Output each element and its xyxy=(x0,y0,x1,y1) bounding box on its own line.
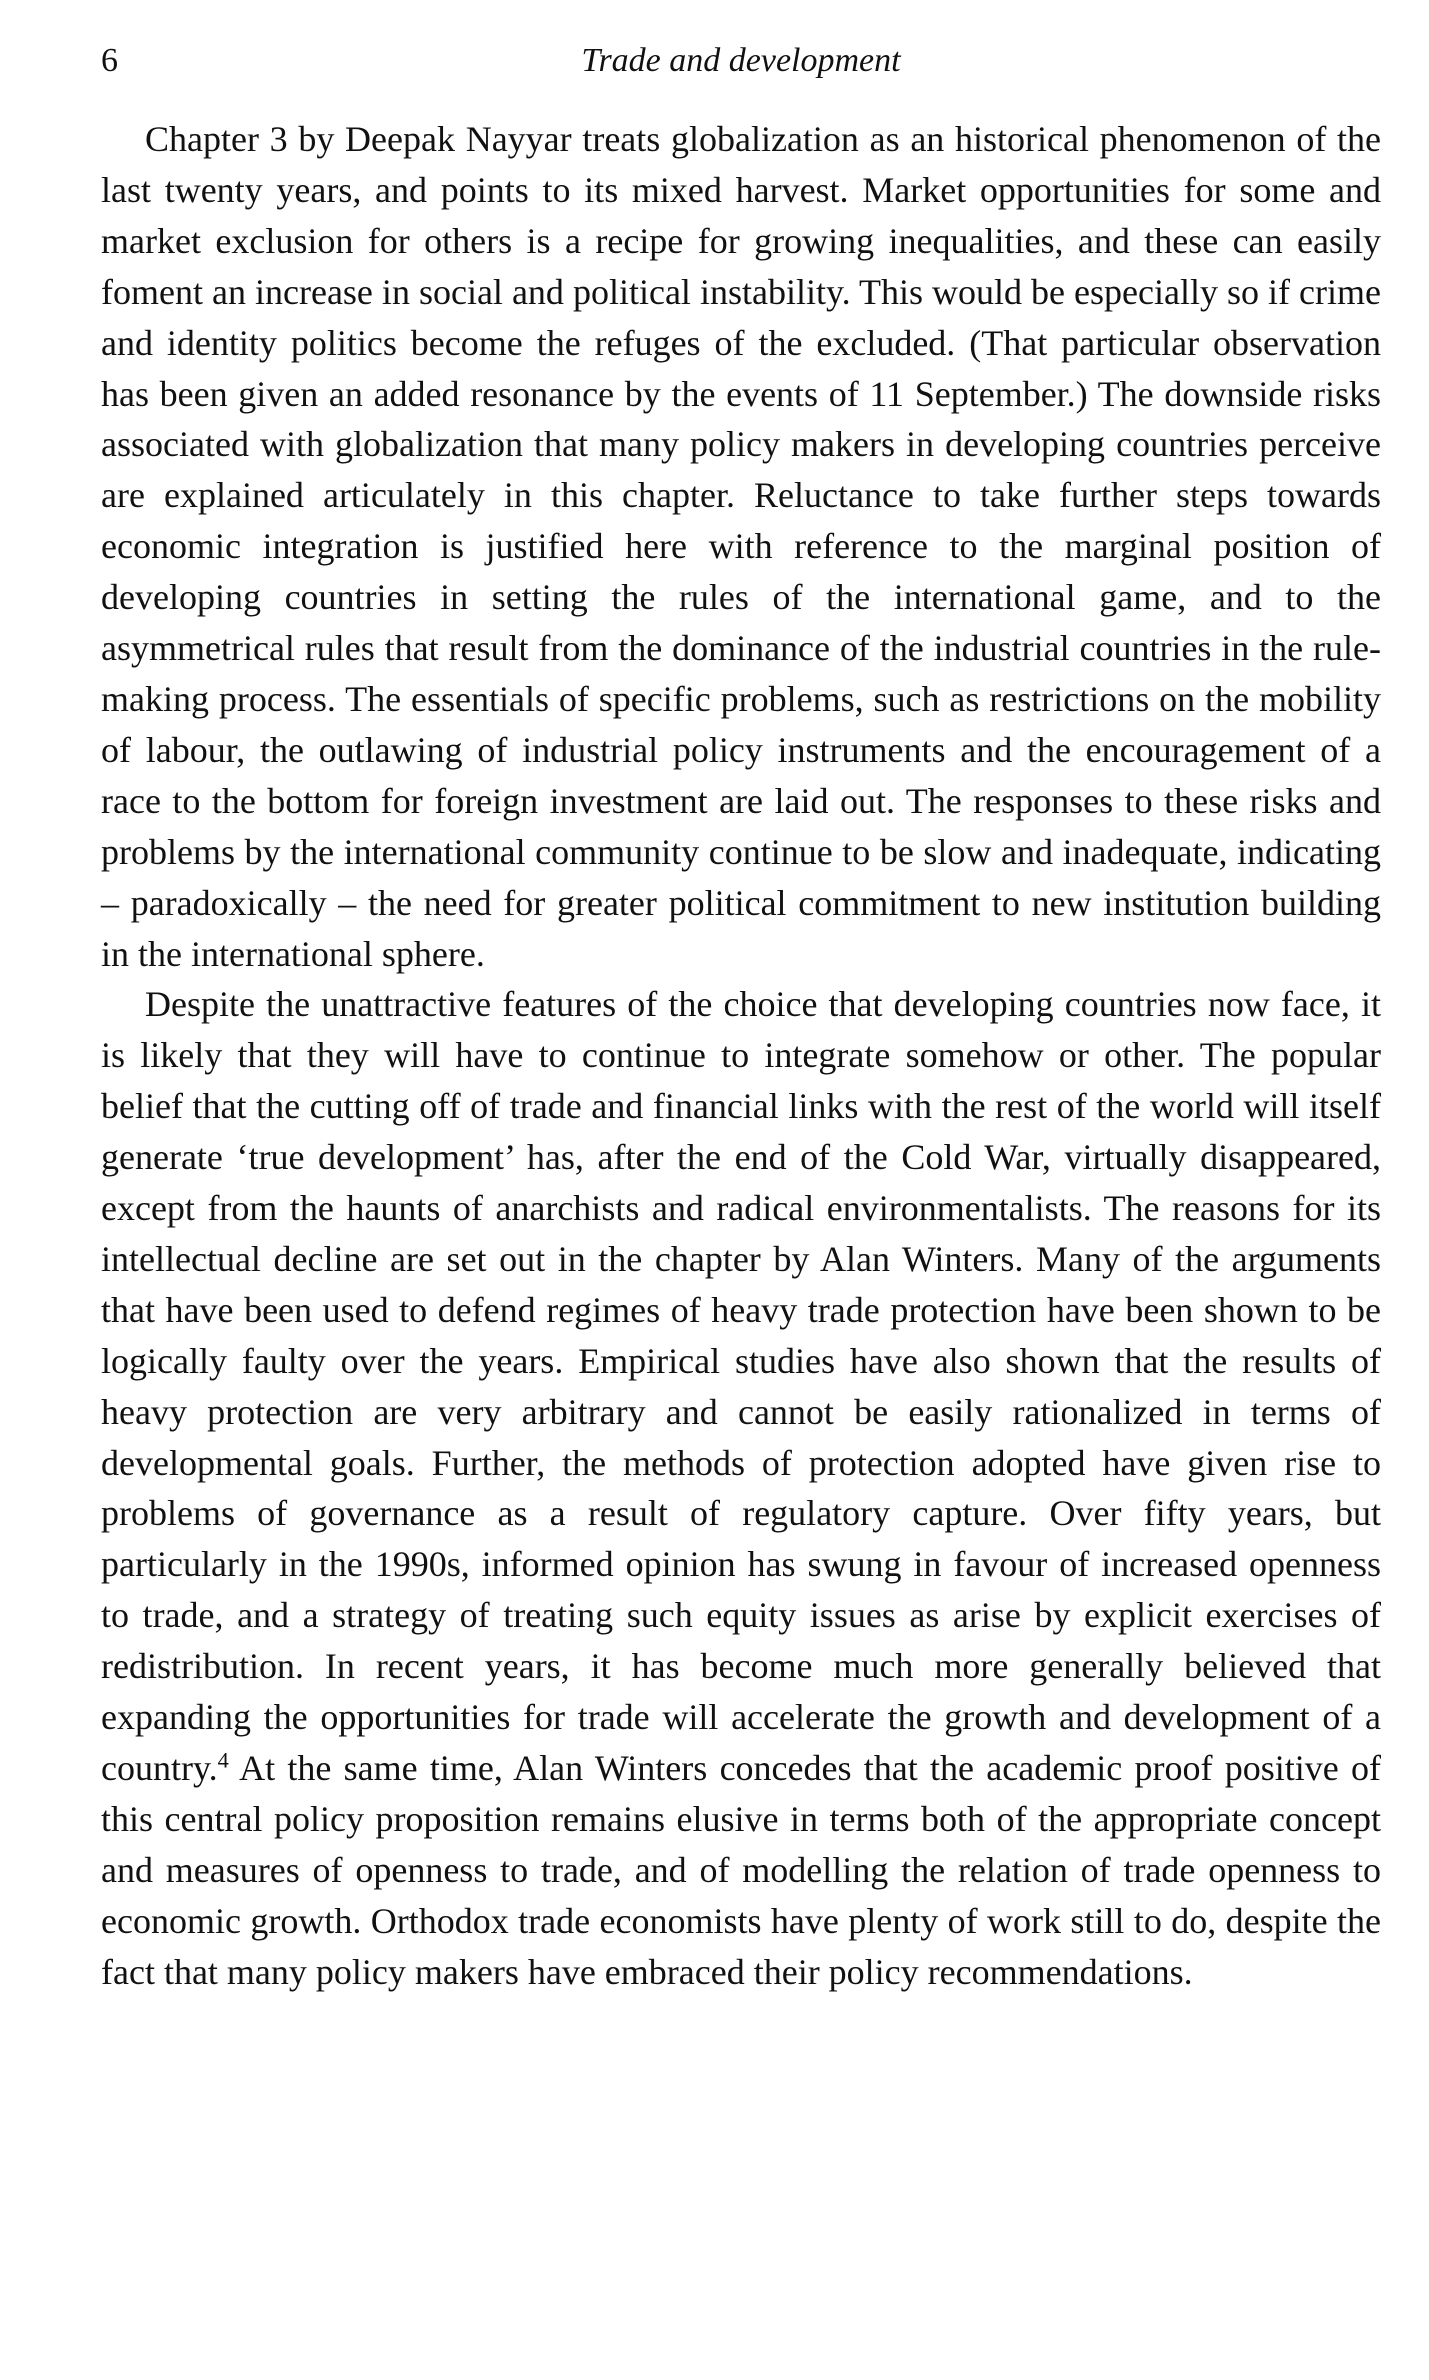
paragraph-2 xyxy=(101,979,1381,1997)
paragraph-2-text-after-note: At the same time, Alan Winters concedes that the academic proof positive of this central policy proposition remains elusive in terms both of the appropriate concept and measures of openness to trade, and of modelling the relation of trade openness to economic growth. Orthodox trade economists have plenty of work still to do, despite the fact that many policy makers have embraced their policy recommendations. xyxy=(101,1748,1381,1992)
paragraph-1-text: Chapter 3 by Deepak Nayyar treats globalization as an historical phenomenon of the last twenty years, and points to its mixed harvest. Market opportunities for some and market exclusion for others is a recipe for growing inequalities, and these can easily foment an increase in social and political instability. This would be especially so if crime and identity politics become the refuges of the excluded. (That particular observation has been given an added resonance by the events of 11 September.) The downside risks associated with globalization that many policy makers in developing countries perceive are explained articulately in this chapter. Reluctance to take further steps towards economic integration is justified here with reference to the marginal position of developing countries in setting the rules of the international game, and to the asymmetrical rules that result from the dominance of the industrial countries in the rule-making process. The essentials of specific problems, such as restrictions on the mobility of labour, the outlawing of industrial policy instruments and the encouragement of a race to the bottom for foreign investment are laid out. The responses to these risks and problems by the international community continue to be slow and inadequate, indicating – paradoxically – the need for greater political commitment to new institution building in the international sphere. xyxy=(101,119,1381,974)
page-number: 6 xyxy=(101,42,118,79)
body-text xyxy=(101,114,1381,1998)
page-header xyxy=(101,36,1381,86)
footnote-marker[interactable]: 4 xyxy=(217,1747,229,1773)
paragraph-1 xyxy=(101,114,1381,979)
paragraph-2-text-before-note: Despite the unattractive features of the choice that developing countries now face, it is likely that they will have to continue to integrate somehow or other. The popular belief that the cutting off of trade and financial links with the rest of the world will itself generate ‘true development’ has, after the end of the Cold War, virtually disappeared, except from the haunts of anarchists and radical environmentalists. The reasons for its intellectual decline are set out in the chapter by Alan Winters. Many of the arguments that have been used to defend regimes of heavy trade protection have been shown to be logically faulty over the years. Empirical studies have also shown that the results of heavy protection are very arbitrary and cannot be easily rationalized in terms of developmental goals. Further, the methods of protection adopted have given rise to problems of governance as a result of regulatory capture. Over fifty years, but particularly in the 1990s, informed opinion has swung in favour of increased openness to trade, and a strategy of treating such equity issues as arise by explicit exercises of redistribution. In recent years, it has become much more generally believed that expanding the opportunities for trade will accelerate the growth and development of a country. xyxy=(101,984,1381,1788)
running-title: Trade and development xyxy=(581,42,901,79)
book-page xyxy=(101,36,1381,1998)
